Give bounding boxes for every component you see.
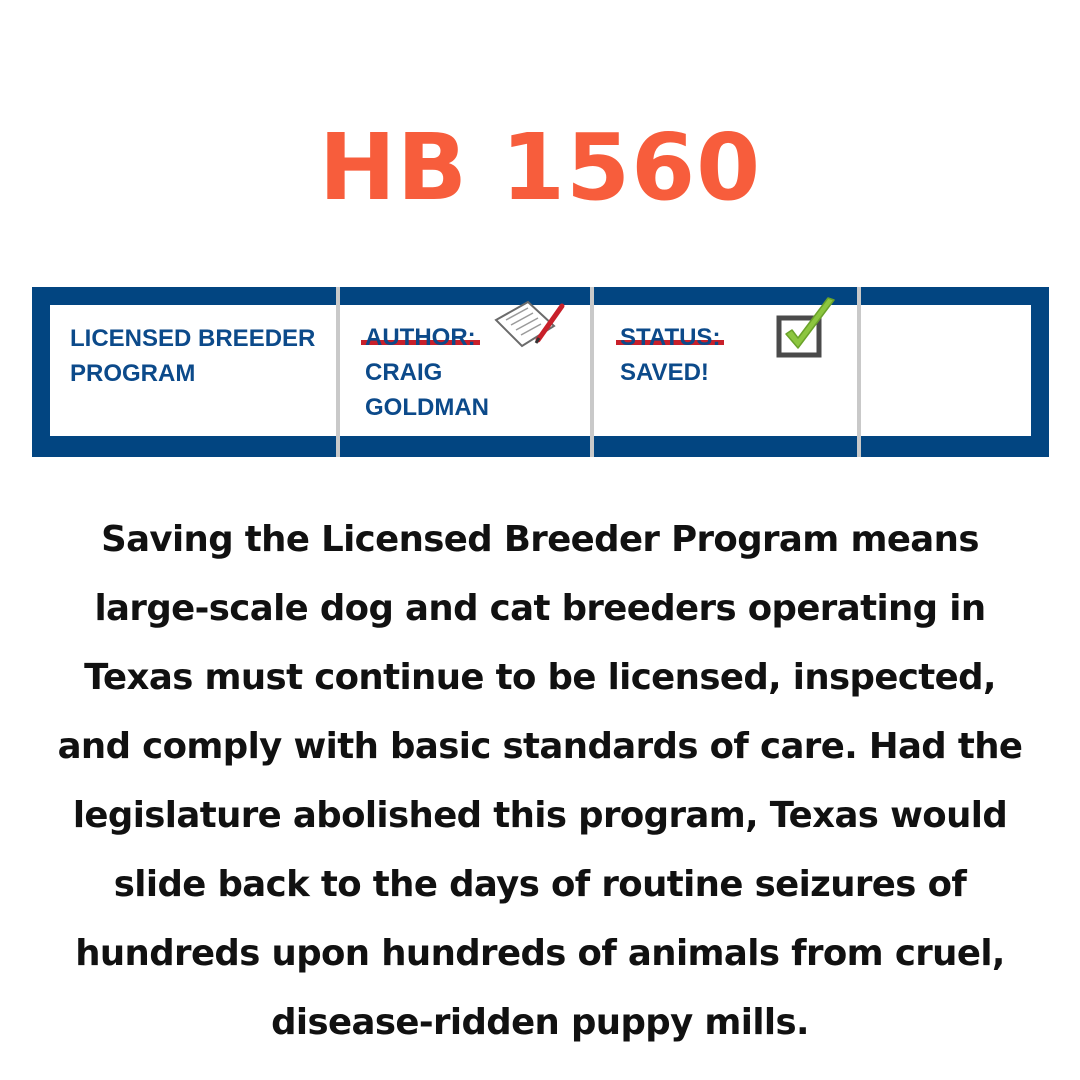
status-label: STATUS: bbox=[620, 320, 720, 355]
checkbox-checked-icon bbox=[774, 294, 840, 362]
column-divider bbox=[590, 287, 594, 457]
author-name-line: GOLDMAN bbox=[365, 394, 489, 421]
description-line: slide back to the days of routine seizures of bbox=[113, 864, 967, 905]
description-line: legislature abolished this program, Texas would bbox=[72, 795, 1008, 836]
status-value: SAVED! bbox=[620, 359, 709, 386]
bill-description bbox=[30, 505, 1050, 1057]
description-line: large-scale dog and cat breeders operating in bbox=[94, 588, 986, 629]
status-cell bbox=[620, 320, 720, 390]
description-line: and comply with basic standards of care. Had the bbox=[57, 726, 1023, 767]
description-line: disease-ridden puppy mills. bbox=[271, 1002, 809, 1043]
author-name-line: CRAIG bbox=[365, 359, 443, 386]
column-divider bbox=[336, 287, 340, 457]
author-label: AUTHOR: bbox=[365, 320, 476, 355]
description-line: Saving the Licensed Breeder Program means bbox=[101, 519, 979, 560]
program-name-line: LICENSED BREEDER bbox=[70, 325, 316, 352]
document-pen-icon bbox=[492, 296, 566, 354]
column-divider bbox=[857, 287, 861, 457]
program-cell bbox=[70, 321, 315, 391]
program-name-line: PROGRAM bbox=[70, 360, 196, 387]
description-line: hundreds upon hundreds of animals from cruel, bbox=[75, 933, 1005, 974]
author-cell bbox=[365, 320, 489, 425]
description-line: Texas must continue to be licensed, inspected, bbox=[84, 657, 996, 698]
page-title: HB 1560 bbox=[318, 114, 762, 221]
